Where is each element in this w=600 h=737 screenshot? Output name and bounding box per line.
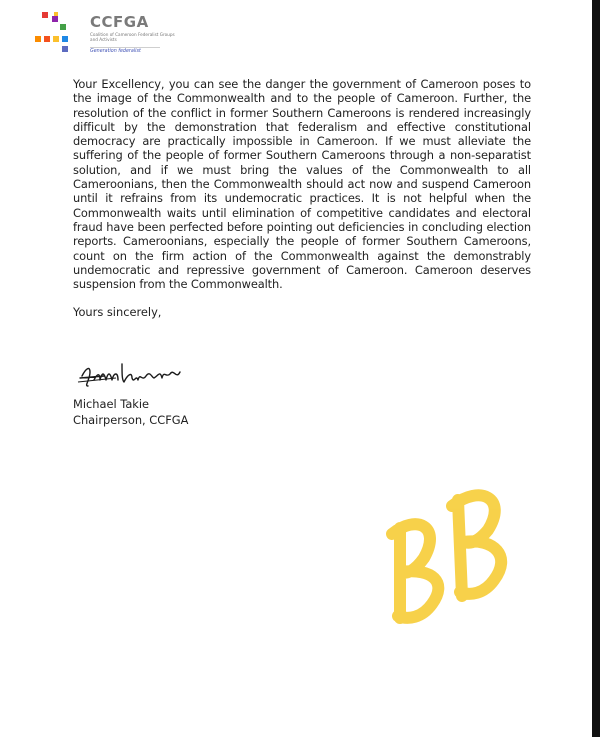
org-tagline: Generation federalist: [90, 47, 160, 54]
letter-body: Your Excellency, you can see the danger the government of Cameroon poses to the image of the Commonwealth and to the people of Cameroon. Further, the resolution of the conflict in former Southern Cameroons is rendered increasingly difficult by the demonstration that federalism and effective constitutional democracy are practically impossible in Cameroon. If we must alleviate the suffering of the people of former Southern Cameroons through a non-separatist solution, and if we must bring the values of the Commonwealth to all Cameroonians, then the Commonwealth should act now and suspend Cameroon until it refrains from its undemocratic practices. It is not helpful when the Commonwealth waits until elimination of competitive candidates and electoral fraud have been perfected before pointing out deficiencies in concluding election reports. Cameroonians, especially the people of former Southern Cameroons, count on the firm action of the Commonwealth against the demonstrably undemocratic and repressive government of Cameroon. Cameroon deserves suspension from the Commonwealth.: [73, 77, 531, 292]
letterhead-logo: [34, 10, 184, 56]
signer-name: Michael Takie: [73, 397, 150, 411]
watermark-bb-icon: [380, 478, 530, 628]
logo-dots-icon: [34, 10, 82, 56]
letter-closing: Yours sincerely,: [73, 305, 162, 319]
signature-icon: [76, 356, 194, 392]
signer-title: Chairperson, CCFGA: [73, 413, 189, 427]
page-edge: [592, 0, 600, 737]
org-fullname: Coalition of Cameroon Federalist Groups and Activists: [90, 32, 175, 42]
org-name: CCFGA: [90, 13, 149, 31]
